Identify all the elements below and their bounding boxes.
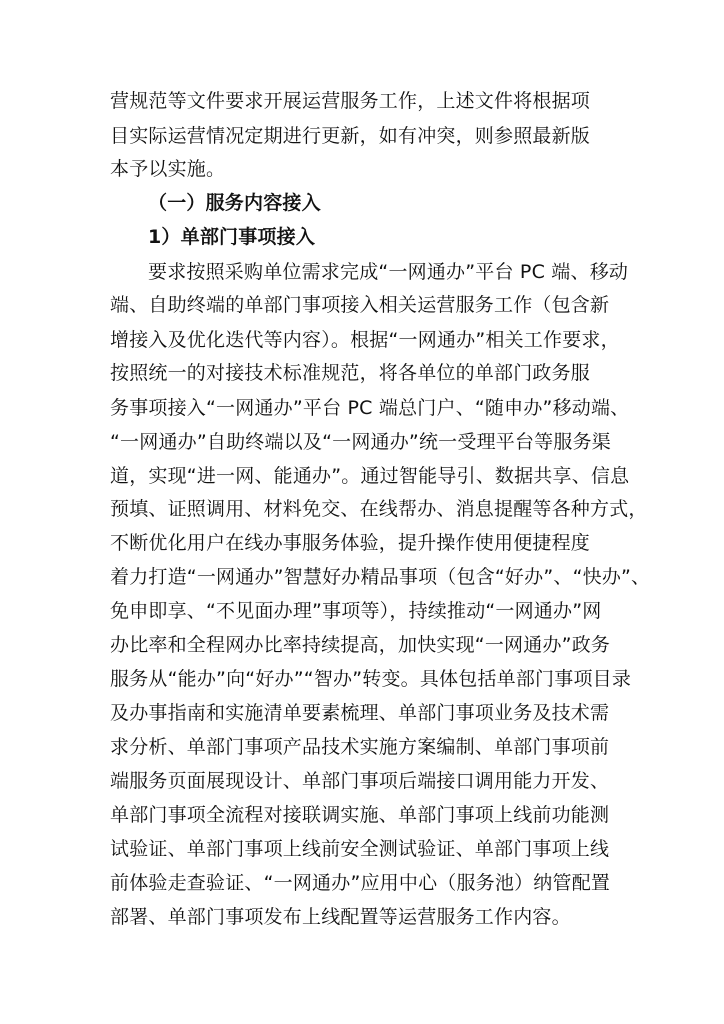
paragraph-line: 目实际运营情况定期进行更新，如有冲突，则参照最新版 [110,125,591,147]
paragraph-line: “一网通办”自助终端以及“一网通办”统一受理平台等服务渠 [110,431,611,453]
paragraph-line: 营规范等文件要求开展运营服务工作，上述文件将根据项 [110,90,591,112]
subsection-heading: 1）单部门事项接入 [148,226,316,248]
paragraph-line: 不断优化用户在线办事服务体验，提升操作使用便捷程度 [110,532,591,554]
paragraph-line: 着力打造“一网通办”智慧好办精品事项（包含“好办”、“快办”、 [110,566,651,588]
paragraph-line: 试验证、单部门事项上线前安全测试验证、单部门事项上线 [110,838,610,860]
paragraph-line: 求分析、单部门事项产品技术实施方案编制、单部门事项前 [110,736,610,758]
paragraph-line: 前体验走查验证、“一网通办”应用中心（服务池）纳管配置 [110,872,611,894]
paragraph-line: 办比率和全程网办比率持续提高，加快实现“一网通办”政务 [110,634,611,656]
paragraph-line: 服务从“能办”向“好办”“智办”转变。具体包括单部门事项目录 [110,668,632,690]
paragraph-line: 及办事指南和实施清单要素梳理、单部门事项业务及技术需 [110,702,610,724]
paragraph-line: 免申即享、“不见面办理”事项等），持续推动“一网通办”网 [110,600,602,622]
paragraph-line: 端服务页面展现设计、单部门事项后端接口调用能力开发、 [110,770,610,792]
paragraph-line: 本予以实施。 [110,158,226,180]
paragraph-line: 增接入及优化迭代等内容）。根据“一网通办”相关工作要求， [110,329,620,351]
paragraph-line: 端、自助终端的单部门事项接入相关运营服务工作（包含新 [110,294,610,316]
paragraph-line: 务事项接入“一网通办”平台 PC 端总门户、“随申办”移动端、 [110,397,630,419]
paragraph-line: 要求按照采购单位需求完成“一网通办”平台 PC 端、移动 [148,261,629,283]
paragraph-line: 按照统一的对接技术标准规范，将各单位的单部门政务服 [110,362,591,384]
paragraph-line: 道，实现“进一网、能通办”。通过智能导引、数据共享、信息 [110,465,630,487]
paragraph-line: 部署、单部门事项发布上线配置等运营服务工作内容。 [110,906,571,928]
paragraph-line: 预填、证照调用、材料免交、在线帮办、消息提醒等各种方式， [110,498,648,520]
paragraph-line: 单部门事项全流程对接联调实施、单部门事项上线前功能测 [110,804,610,826]
section-heading: （一）服务内容接入 [148,192,321,214]
